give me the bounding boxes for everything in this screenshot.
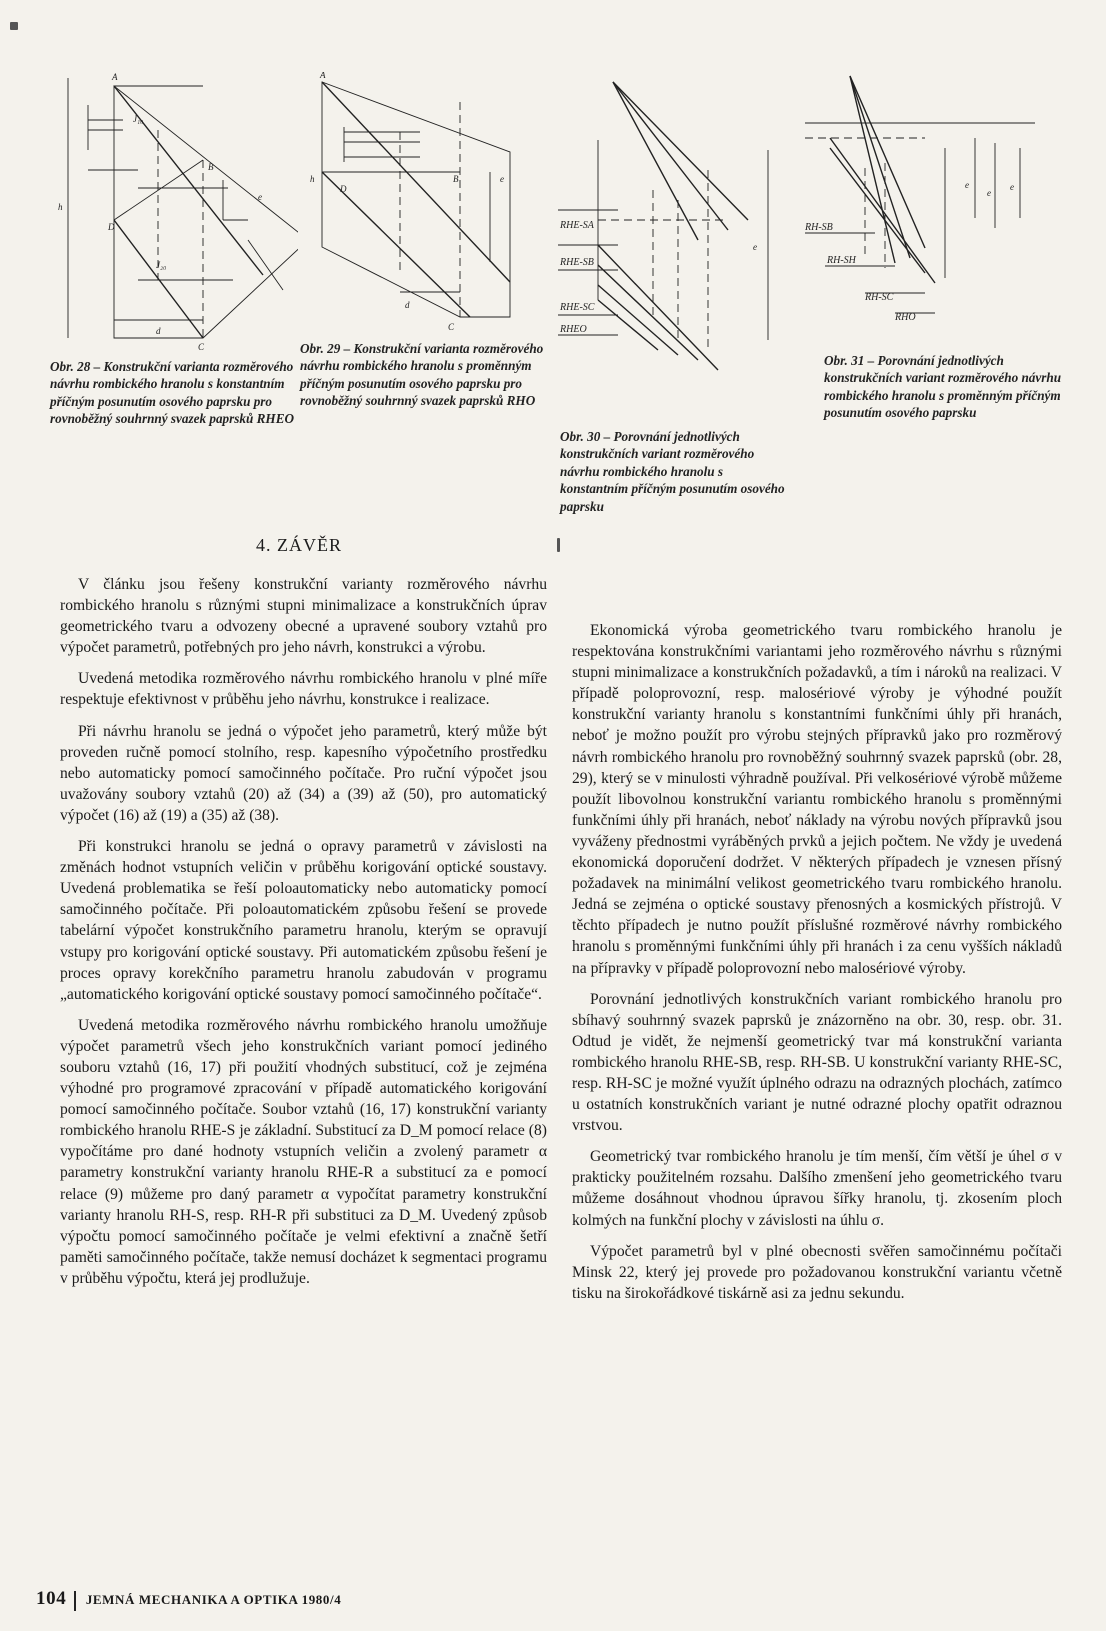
fig31-label-rh-sb: RH-SB (805, 222, 833, 233)
right-paragraph: Geometrický tvar rombického hranolu je tím menší, čím větší je úhel σ v prakticky použitelném rozsahu. Dalšího zmenšení jeho geometrického tvaru můžeme dosáhnout vhodnou úpravou šířky hranolu, tj. zkosením ploch kolmých na funkční plochy v závislosti na úhlu σ. (572, 1148, 1062, 1229)
left-paragraph: Při návrhu hranolu se jedná o výpočet jeho parametrů, který může být proveden ručně pomocí stolního, resp. kapesního výpočetního prostředku nebo automaticky pomocí samočinného počítače. Pro ruční výpočet jsou uvažovány soubory vztahů (20) až (34) a (39) až (50), pro automatický výpočet (16) až (19) a (35) až (38). (60, 722, 547, 824)
fig31-label-rh-sc: RH-SC (865, 292, 894, 303)
fig29-label-e: e (500, 174, 504, 184)
left-paragraph: V článku jsou řešeny konstrukční varianty rozměrového návrhu rombického hranolu s různými stupni minimalizace a konstrukčních úprav geometrického tvaru a odvozeny obecné a upravené soubory vztahů pro výpočet parametrů, potřebných pro jeho návrh, konstrukci a výrobu. (60, 576, 547, 657)
fig30-label-rhe-sb: RHE-SB (560, 257, 594, 268)
section-heading: 4. ZÁVĚR (256, 535, 342, 555)
fig29-label-d: D (340, 184, 347, 194)
right-column (572, 620, 1062, 1314)
right-paragraph: Porovnání jednotlivých konstrukčních variant rombického hranolu pro sbíhavý souhrnný svazek paprsků je znázorněno na obr. 30, resp. obr. 31. Odtud je vidět, že nejmenší geometrický tvar má konstrukční varianta rombického hranolu RHE-SB, resp. RH-SB. U konstrukční varianty RHE-SC, resp. RH-SC je možné využít úplného odrazu na odrazných plochách, zatímco u ostatních konstrukčních variant je nutné odrazné plochy opatřit odraznou vrstvou. (572, 990, 1062, 1135)
fig28-label-d: D (108, 222, 115, 232)
fig28-label-c: C (198, 342, 205, 352)
fig29-label-a: A (320, 72, 326, 80)
right-paragraph: Výpočet parametrů byl v plné obecnosti svěřen samočinnému počítači Minsk 22, který jej provede pro požadovanou konstrukční variantu včetně tisku na širokořádkové tiskárně asi za jednu sekundu. (572, 1242, 1062, 1302)
fig30-label-rhe-sc: RHE-SC (560, 302, 595, 313)
fig28-label-b: B (208, 162, 214, 172)
fig28-label-j20: J₂₀ (156, 260, 167, 270)
figure-31-drawing (805, 68, 1065, 343)
figure-30-drawing (558, 70, 798, 410)
figure-30-caption: Obr. 30 – Porovnání jednotlivých konstrukčních variant rozměrového návrhu rombického hranolu s konstantním příčným posunutím osového paprsku (560, 429, 785, 514)
fig31-label-e3: e (1010, 182, 1014, 192)
fig30-label-rhe-sa: RHE-SA (560, 220, 594, 231)
fig31-label-rh-sh: RH-SH (827, 255, 856, 266)
figure-29 (300, 72, 545, 334)
scan-speck (10, 22, 18, 30)
fig28-label-d-small: d (156, 326, 161, 336)
figure-29-drawing (300, 72, 545, 334)
fig29-label-b: B (453, 174, 459, 184)
figure-28-drawing (48, 70, 298, 355)
figure-28 (48, 70, 298, 355)
fig28-label-h: h (58, 202, 63, 212)
fig30-label-e: e (753, 242, 757, 252)
left-paragraph: Uvedená metodika rozměrového návrhu rombického hranolu umožňuje výpočet parametrů všech jeho konstrukčních variant pomocí jediného souboru vztahů (16, 17) při použití vhodných substitucí, což je zejména výhodné pro programové zpracování v případě automatického korigování pomocí samočinného počítače. Soubor vztahů (16, 17) konstrukční varianty rombického hranolu RHE-S je základní. Substitucí za D_M pomocí relace (8) vypočítáme pro dané hodnoty vstupních veličin a zvolený parametr α parametry konstrukční varianty hranolu RHE-R a substitucí za e pomocí relace (9) můžeme pro daný parametr α vypočítat parametry konstrukční varianty hranolu RH-S, resp. RH-R při substituci za D_M. Uvedený způsob výpočtu pomocí samočinného počítače je velmi efektivní a značně šetří paměti samočinného počítače, takže nemusí docházet k segmentaci programu v průběhu výpočtu, která jej prodlužuje. (60, 1016, 547, 1287)
left-paragraph: Uvedená metodika rozměrového návrhu rombického hranolu v plné míře respektuje efektivnost v průběhu jeho návrhu, konstrukce i realizace. (60, 670, 547, 709)
footer-divider (74, 1591, 76, 1611)
fig31-label-e2: e (987, 188, 991, 198)
figure-31 (805, 68, 1065, 343)
fig29-label-d-small: d (405, 300, 410, 310)
fig30-label-rheo: RHEO (560, 324, 587, 335)
fig31-label-e1: e (965, 180, 969, 190)
figure-30 (558, 70, 798, 410)
left-paragraph: Při konstrukci hranolu se jedná o opravy parametrů v závislosti na změnách hodnot vstupních veličin v průběhu korigování optické soustavy. Uvedená problematika se řeší poloautomaticky nebo automaticky pomocí samočinného počítače. Při poloautomatickém způsobu řešení se provede tabelární výpočet konstrukčního parametru hranolu, kterým se opravují vstupy pro korigování optické soustavy. Při automatickém způsobu řešení je proces opravy korekčního parametru hranolu zabudován v programu „automatického korigování optické soustavy pomocí samočinného počítače“. (60, 838, 547, 1003)
right-paragraph: Ekonomická výroba geometrického tvaru rombického hranolu je respektována konstrukčními variantami jeho rozměrového návrhu s různými stupni minimalizace a konstrukčních požadavků, a tím i nároků na realizaci. V případě poloprovozní, resp. malosériové výroby je výhodné použít konstrukční varianty hranolu s konstantními funkčními úhly při hranách, neboť je možno použít pro výrobu stejných přípravků jako pro rozměrový návrh rombického hranolu pro rovnoběžný souhrnný svazek paprsků (obr. 28, 29), který se v minulosti výhradně používal. Při velkosériové výrobě můžeme použít libovolnou konstrukční variantu rombického hranolu s proměnnými funkčními úhly při hranách, neboť náklady na výrobu nových přípravků jsou vyváženy přednostmi vyráběných prvků a jejich počtem. Ne vždy je uvedená ekonomická doporučení dodržet. V některých případech je vznesen přísný požadavek na minimální velikost geometrického tvaru rombického hranolu. Jedná se zejména o optické soustavy přenosných a kosmických přístrojů. V těchto případech je nutno použít příslušné rozměrové návrhy rombického hranolu s proměnnými funkčními úhly při hranách i za cenu vyšších nákladů na přípravky v případě poloprovozní nebo malosériové výroby. (572, 622, 1062, 977)
figure-28-caption: Obr. 28 – Konstrukční varianta rozměrového návrhu rombického hranolu s konstantním příčným posunutím osového paprsku pro rovnoběžný souhrnný svazek paprsků RHEO (50, 359, 295, 427)
fig29-label-c: C (448, 322, 455, 332)
fig28-label-j10: J₁₀ (133, 114, 144, 124)
scan-speck (557, 538, 560, 552)
fig31-label-rho: RHO (895, 312, 916, 323)
fig28-label-a: A (112, 72, 118, 82)
figure-29-caption: Obr. 29 – Konstrukční varianta rozměrového návrhu rombického hranolu s proměnným příčným posunutím osového paprsku pro rovnoběžný souhrnný svazek paprsků RHO (300, 341, 544, 409)
left-column (60, 574, 547, 1299)
page-footer (36, 1588, 341, 1611)
page-number: 104 (36, 1588, 67, 1609)
figure-31-caption: Obr. 31 – Porovnání jednotlivých konstrukčních variant rozměrového návrhu rombického hranolu s proměnným příčným posunutím osového paprsku (824, 353, 1062, 421)
fig29-label-h: h (310, 174, 315, 184)
journal-title: JEMNÁ MECHANIKA A OPTIKA 1980/4 (85, 1592, 342, 1607)
fig28-label-e: e (258, 192, 262, 202)
